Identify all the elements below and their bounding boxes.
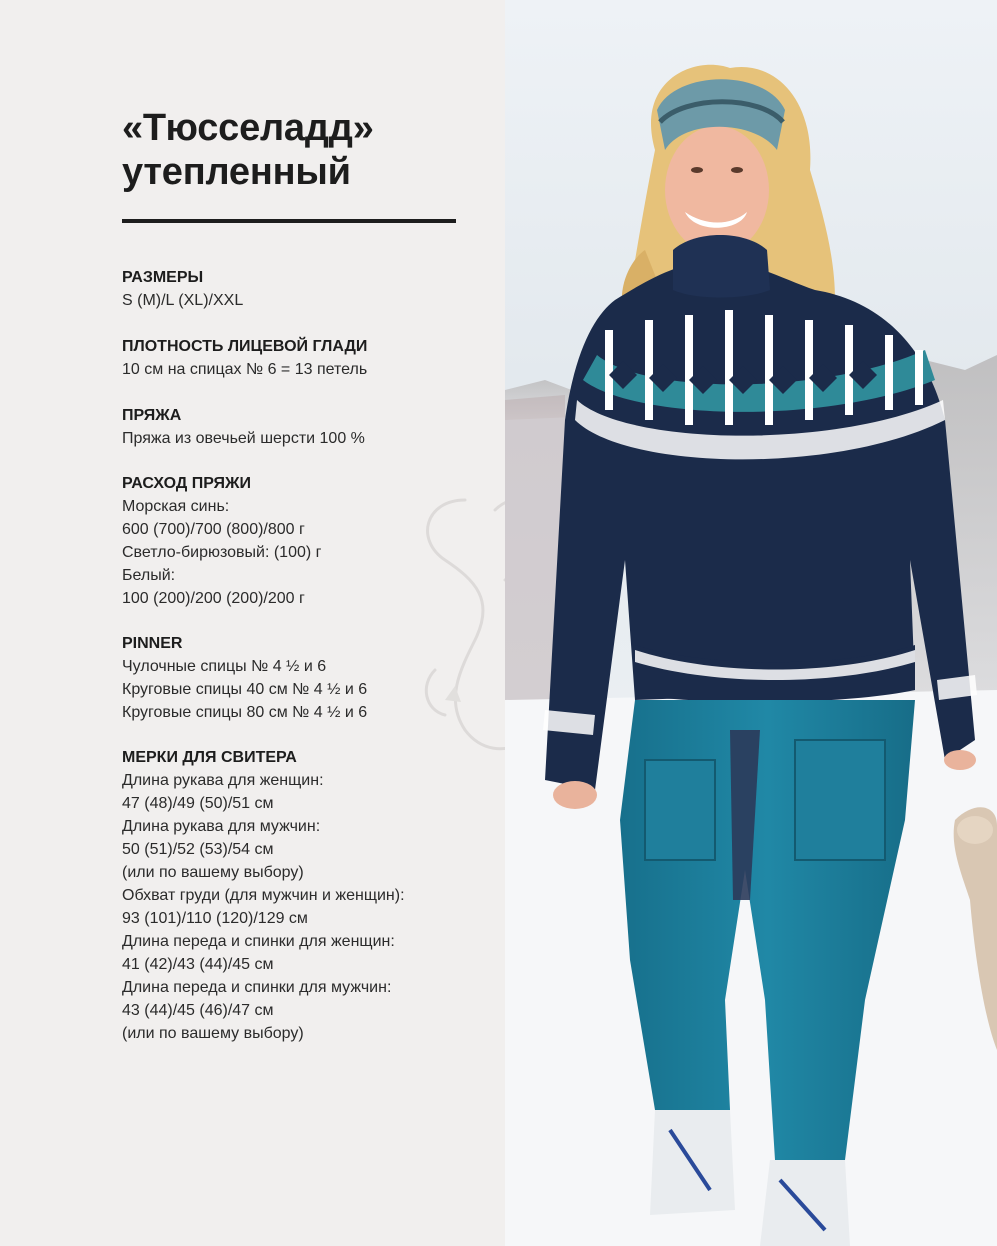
section-line: Длина рукава для женщин:: [122, 772, 324, 789]
page-title: [122, 106, 482, 194]
section-line: Чулочные спицы № 4 ½ и 6: [122, 658, 327, 675]
section-line: (или по вашему выбору): [122, 864, 304, 881]
section-line: Длина переда и спинки для мужчин:: [122, 979, 392, 996]
section-line: 41 (42)/43 (44)/45 см: [122, 956, 274, 973]
section-line: Белый:: [122, 567, 176, 584]
section-measurements: [122, 746, 482, 1045]
section-line: 43 (44)/45 (46)/47 см: [122, 1002, 274, 1019]
section-line: Длина рукава для мужчин:: [122, 818, 321, 835]
section-line: Морская синь:: [122, 498, 230, 515]
section-heading: РАЗМЕРЫ: [122, 269, 204, 286]
title-divider: [122, 219, 456, 223]
section-line: Круговые спицы 80 см № 4 ½ и 6: [122, 704, 368, 721]
section-line: 50 (51)/52 (53)/54 см: [122, 841, 274, 858]
section-heading: ПРЯЖА: [122, 407, 182, 424]
title-line-2: утепленный: [122, 151, 351, 193]
section-line: (или по вашему выбору): [122, 1025, 304, 1042]
section-heading: МЕРКИ ДЛЯ СВИТЕРА: [122, 749, 297, 766]
section-line: Обхват груди (для мужчин и женщин):: [122, 887, 405, 904]
section-line: Длина переда и спинки для женщин:: [122, 933, 395, 950]
section-line: S (M)/L (XL)/XXL: [122, 292, 244, 309]
section-line: 10 см на спицах № 6 = 13 петель: [122, 361, 368, 378]
section-heading: PINNER: [122, 635, 183, 652]
section-line: Светло-бирюзовый: (100) г: [122, 544, 322, 561]
section-line: 93 (101)/110 (120)/129 см: [122, 910, 308, 927]
section-line: Круговые спицы 40 см № 4 ½ и 6: [122, 681, 368, 698]
section-line: 100 (200)/200 (200)/200 г: [122, 590, 305, 607]
section-line: 47 (48)/49 (50)/51 см: [122, 795, 274, 812]
title-line-1: «Тюсселадд»: [122, 107, 374, 149]
section-heading: РАСХОД ПРЯЖИ: [122, 475, 251, 492]
section-heading: ПЛОТНОСТЬ ЛИЦЕВОЙ ГЛАДИ: [122, 338, 368, 355]
section-line: Пряжа из овечьей шерсти 100 %: [122, 430, 365, 447]
cover-photo: [505, 0, 997, 1246]
section-sizes: [122, 266, 482, 312]
woman-in-sweater-photo: [505, 0, 997, 1246]
section-yarn: [122, 404, 482, 450]
section-line: 600 (700)/700 (800)/800 г: [122, 521, 305, 538]
section-gauge: [122, 335, 482, 381]
